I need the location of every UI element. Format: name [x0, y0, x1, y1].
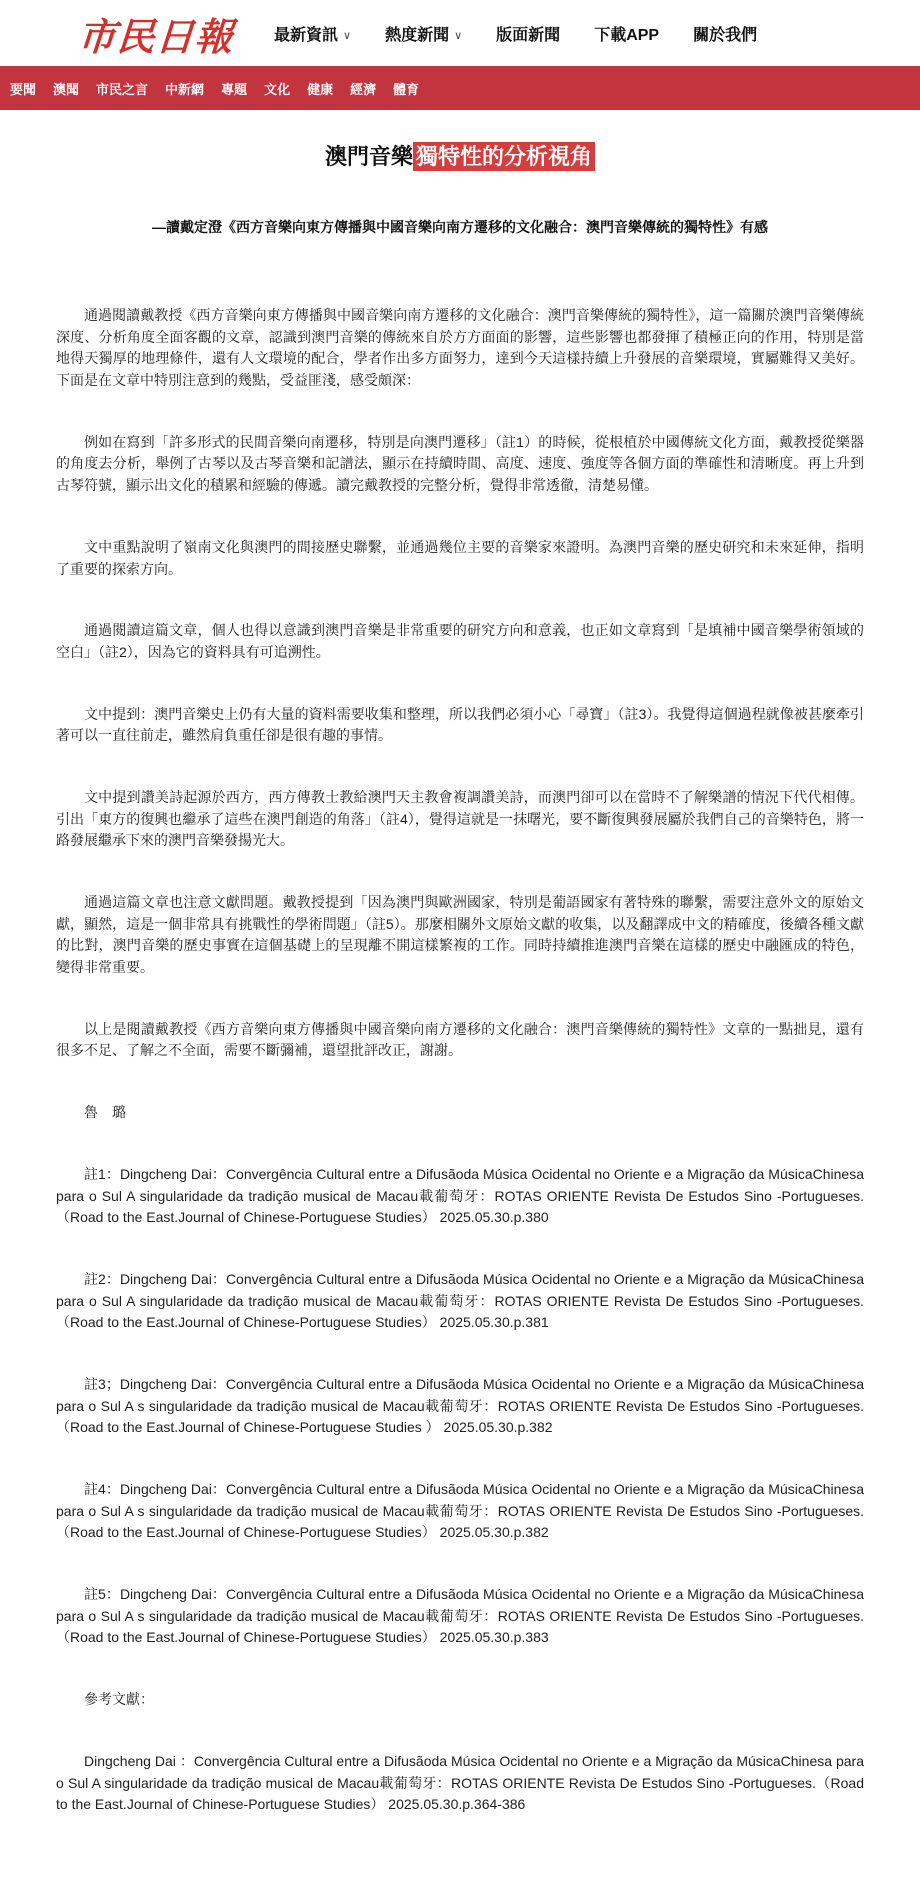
- section-nav-item-yaowen[interactable]: 要聞: [10, 81, 37, 97]
- nav-item-hot-news[interactable]: [385, 22, 462, 45]
- section-nav-item-aowen[interactable]: 澳聞: [53, 81, 80, 97]
- article-body: [0, 140, 920, 1884]
- footnote-3: 註3；Dingcheng Dai：Convergência Cultural entre a Difusãoda Música Ocidental no Oriente e a Migração da MúsicaChinesa para o Sul A s singularidade da tradição musical de Macau載葡萄牙：ROTAS ORIENTE Revista De Estudos Sino -Portugueses.（Road to the East.Journal of Chinese-Portuguese Studies ） 2025.05.30.p.382: [56, 1375, 864, 1436]
- chevron-down-icon: ∨: [454, 29, 463, 42]
- footnote-2: 註2：Dingcheng Dai：Convergência Cultural entre a Difusãoda Música Ocidental no Oriente e a Migração da MúsicaChinesa para o Sul A singularidade da tradição musical de Macau載葡萄牙：ROTAS ORIENTE Revista De Estudos Sino -Portugueses.（Road to the East.Journal of Chinese-Portuguese Studies） 2025.05.30.p.381: [56, 1270, 864, 1331]
- site-header: [0, 0, 920, 66]
- author-signature: 魯 璐: [84, 1104, 126, 1121]
- nav-item-download-app[interactable]: [594, 22, 659, 45]
- references-label: 參考文獻：: [84, 1691, 154, 1708]
- article-paragraph: 以上是閱讀戴教授《西方音樂向東方傳播與中國音樂向南方遷移的文化融合：澳門音樂傳統的獨特性》文章的一點拙見，還有很多不足、了解之不全面，需要不斷彌補，還望批評改正，謝謝。: [56, 1020, 864, 1059]
- nav-item-label: 關於我們: [693, 26, 758, 44]
- section-nav-item-wenhua[interactable]: 文化: [264, 81, 291, 97]
- chevron-down-icon: ∨: [343, 29, 352, 42]
- nav-item-label: 熱度新聞: [385, 26, 450, 44]
- article-title-plain: 澳門音樂: [324, 144, 413, 169]
- section-nav: [0, 66, 920, 110]
- section-nav-item-shiminzhiyan[interactable]: 市民之言: [96, 81, 149, 97]
- footnote-4: 註4：Dingcheng Dai：Convergência Cultural entre a Difusãoda Música Ocidental no Oriente e a Migração da MúsicaChinesa para o Sul A s singularidade da tradição musical de Macau載葡萄牙：ROTAS ORIENTE Revista De Estudos Sino -Portugueses.（Road to the East.Journal of Chinese-Portuguese Studies） 2025.05.30.p.382: [56, 1481, 864, 1541]
- nav-item-page-news[interactable]: [496, 22, 560, 45]
- article-paragraph: 通過這篇文章也注意文獻問題。戴教授提到「因為澳門與歐洲國家，特別是葡語國家有著特殊的聯繫，需要注意外文的原始文獻，顯然，這是一個非常具有挑戰性的學術問題」（註5）。那麼相關外文原始文獻的收集，以及翻譯成中文的精確度，後續各種文獻的比對，澳門音樂的歷史事實在這個基礎上的呈現離不開這樣繁複的工作。同時持續推進澳門音樂在這樣的歷史中融匯成的特色，變得非常重要。: [56, 894, 864, 976]
- footnote-5: 註5：Dingcheng Dai：Convergência Cultural entre a Difusãoda Música Ocidental no Oriente e a Migração da MúsicaChinesa para o Sul A s singularidade da tradição musical de Macau載葡萄牙：ROTAS ORIENTE Revista De Estudos Sino -Portugueses.（Road to the East.Journal of Chinese-Portuguese Studies） 2025.05.30.p.383: [56, 1586, 864, 1646]
- nav-item-about-us[interactable]: [693, 22, 757, 45]
- section-nav-item-zhuanti[interactable]: 專題: [221, 81, 248, 97]
- article-paragraph: 文中提到讚美詩起源於西方，西方傳教士教給澳門天主教會複調讚美詩，而澳門卻可以在當時不了解樂譜的情況下代代相傳。引出「東方的復興也繼承了這些在澳門創造的角落」（註4），覺得這就是一抹曙光，要不斷復興發展屬於我們自己的音樂特色，將一路發展繼承下來的澳門音樂發揚光大。: [56, 788, 864, 849]
- footnote-1: 註1：Dingcheng Dai：Convergência Cultural entre a Difusãoda Música Ocidental no Oriente e a Migração da MúsicaChinesa para o Sul A singularidade da tradição musical de Macau載葡萄牙：ROTAS ORIENTE Revista De Estudos Sino -Portugueses.（Road to the East.Journal of Chinese-Portuguese Studies） 2025.05.30.p.380: [56, 1165, 864, 1226]
- article-paragraph: 文中重點說明了嶺南文化與澳門的間接歷史聯繫，並通過幾位主要的音樂家來證明。為澳門音樂的歷史研究和未來延伸，指明了重要的探索方向。: [56, 538, 864, 577]
- site-logo[interactable]: 市民日報: [76, 13, 236, 59]
- nav-item-label: 下載APP: [594, 26, 660, 44]
- main-nav: [274, 22, 757, 45]
- article-paragraph: 通過閱讀這篇文章，個人也得以意識到澳門音樂是非常重要的研究方向和意義，也正如文章寫到「是填補中國音樂學術領域的空白」（註2），因為它的資料具有可追溯性。: [56, 622, 864, 660]
- nav-item-latest-news[interactable]: [274, 22, 351, 45]
- article-paragraph: 通過閱讀戴教授《西方音樂向東方傳播與中國音樂向南方遷移的文化融合：澳門音樂傳統的獨特性》，這一篇關於澳門音樂傳統深度、分析角度全面客觀的文章，認識到澳門音樂的傳統來自於方方面面的影響，這些影響也都發揮了積極正向的作用，特別是當地得天獨厚的地理條件，還有人文環境的配合，學者作出多方面努力，達到今天這樣持續上升發展的音樂環境，實屬難得又美好。下面是在文章中特別注意到的幾點，受益匪淺，感受頗深：: [56, 307, 864, 389]
- article-title-highlight: 獨特性的分析視角: [413, 142, 595, 171]
- reference-entry: Dingcheng Dai ：Convergência Cultural entre a Difusãoda Música Ocidental no Oriente e a Migração da MúsicaChinesa para o Sul A singularidade da tradição musical de Macau載葡萄牙：ROTAS ORIENTE Revista De Estudos Sino -Portugueses.（Road to the East.Journal of Chinese-Portuguese Studies） 2025.05.30.p.364-386: [56, 1752, 864, 1813]
- article-paragraph: 例如在寫到「許多形式的民間音樂向南遷移，特別是向澳門遷移」（註1）的時候，從根植於中國傳統文化方面，戴教授從樂器的角度去分析，舉例了古琴以及古琴音樂和記譜法，顯示在持續時間、高度、速度、強度等各個方面的準確性和清晰度。再上升到古琴符號，顯示出文化的積累和經驗的傳遞。讀完戴教授的完整分析，覺得非常透徹，清楚易懂。: [56, 433, 864, 494]
- nav-item-label: 版面新聞: [496, 26, 561, 44]
- section-nav-item-jiankang[interactable]: 健康: [307, 81, 334, 97]
- section-nav-item-zhongxinwang[interactable]: 中新網: [165, 81, 205, 97]
- nav-item-label: 最新資訊: [274, 26, 339, 44]
- section-nav-item-tiyu[interactable]: 體育: [393, 81, 420, 97]
- article-paragraph: 文中提到：澳門音樂史上仍有大量的資料需要收集和整理，所以我們必須小心「尋寶」（註3）。我覺得這個過程就像被甚麼牽引著可以一直往前走，雖然肩負重任卻是很有趣的事情。: [56, 705, 864, 744]
- section-nav-item-jingji[interactable]: 經濟: [350, 81, 377, 97]
- article-subtitle: —讀戴定澄《西方音樂向東方傳播與中國音樂向南方遷移的文化融合：澳門音樂傳統的獨特性》有感: [152, 219, 768, 235]
- article-title: [56, 140, 864, 171]
